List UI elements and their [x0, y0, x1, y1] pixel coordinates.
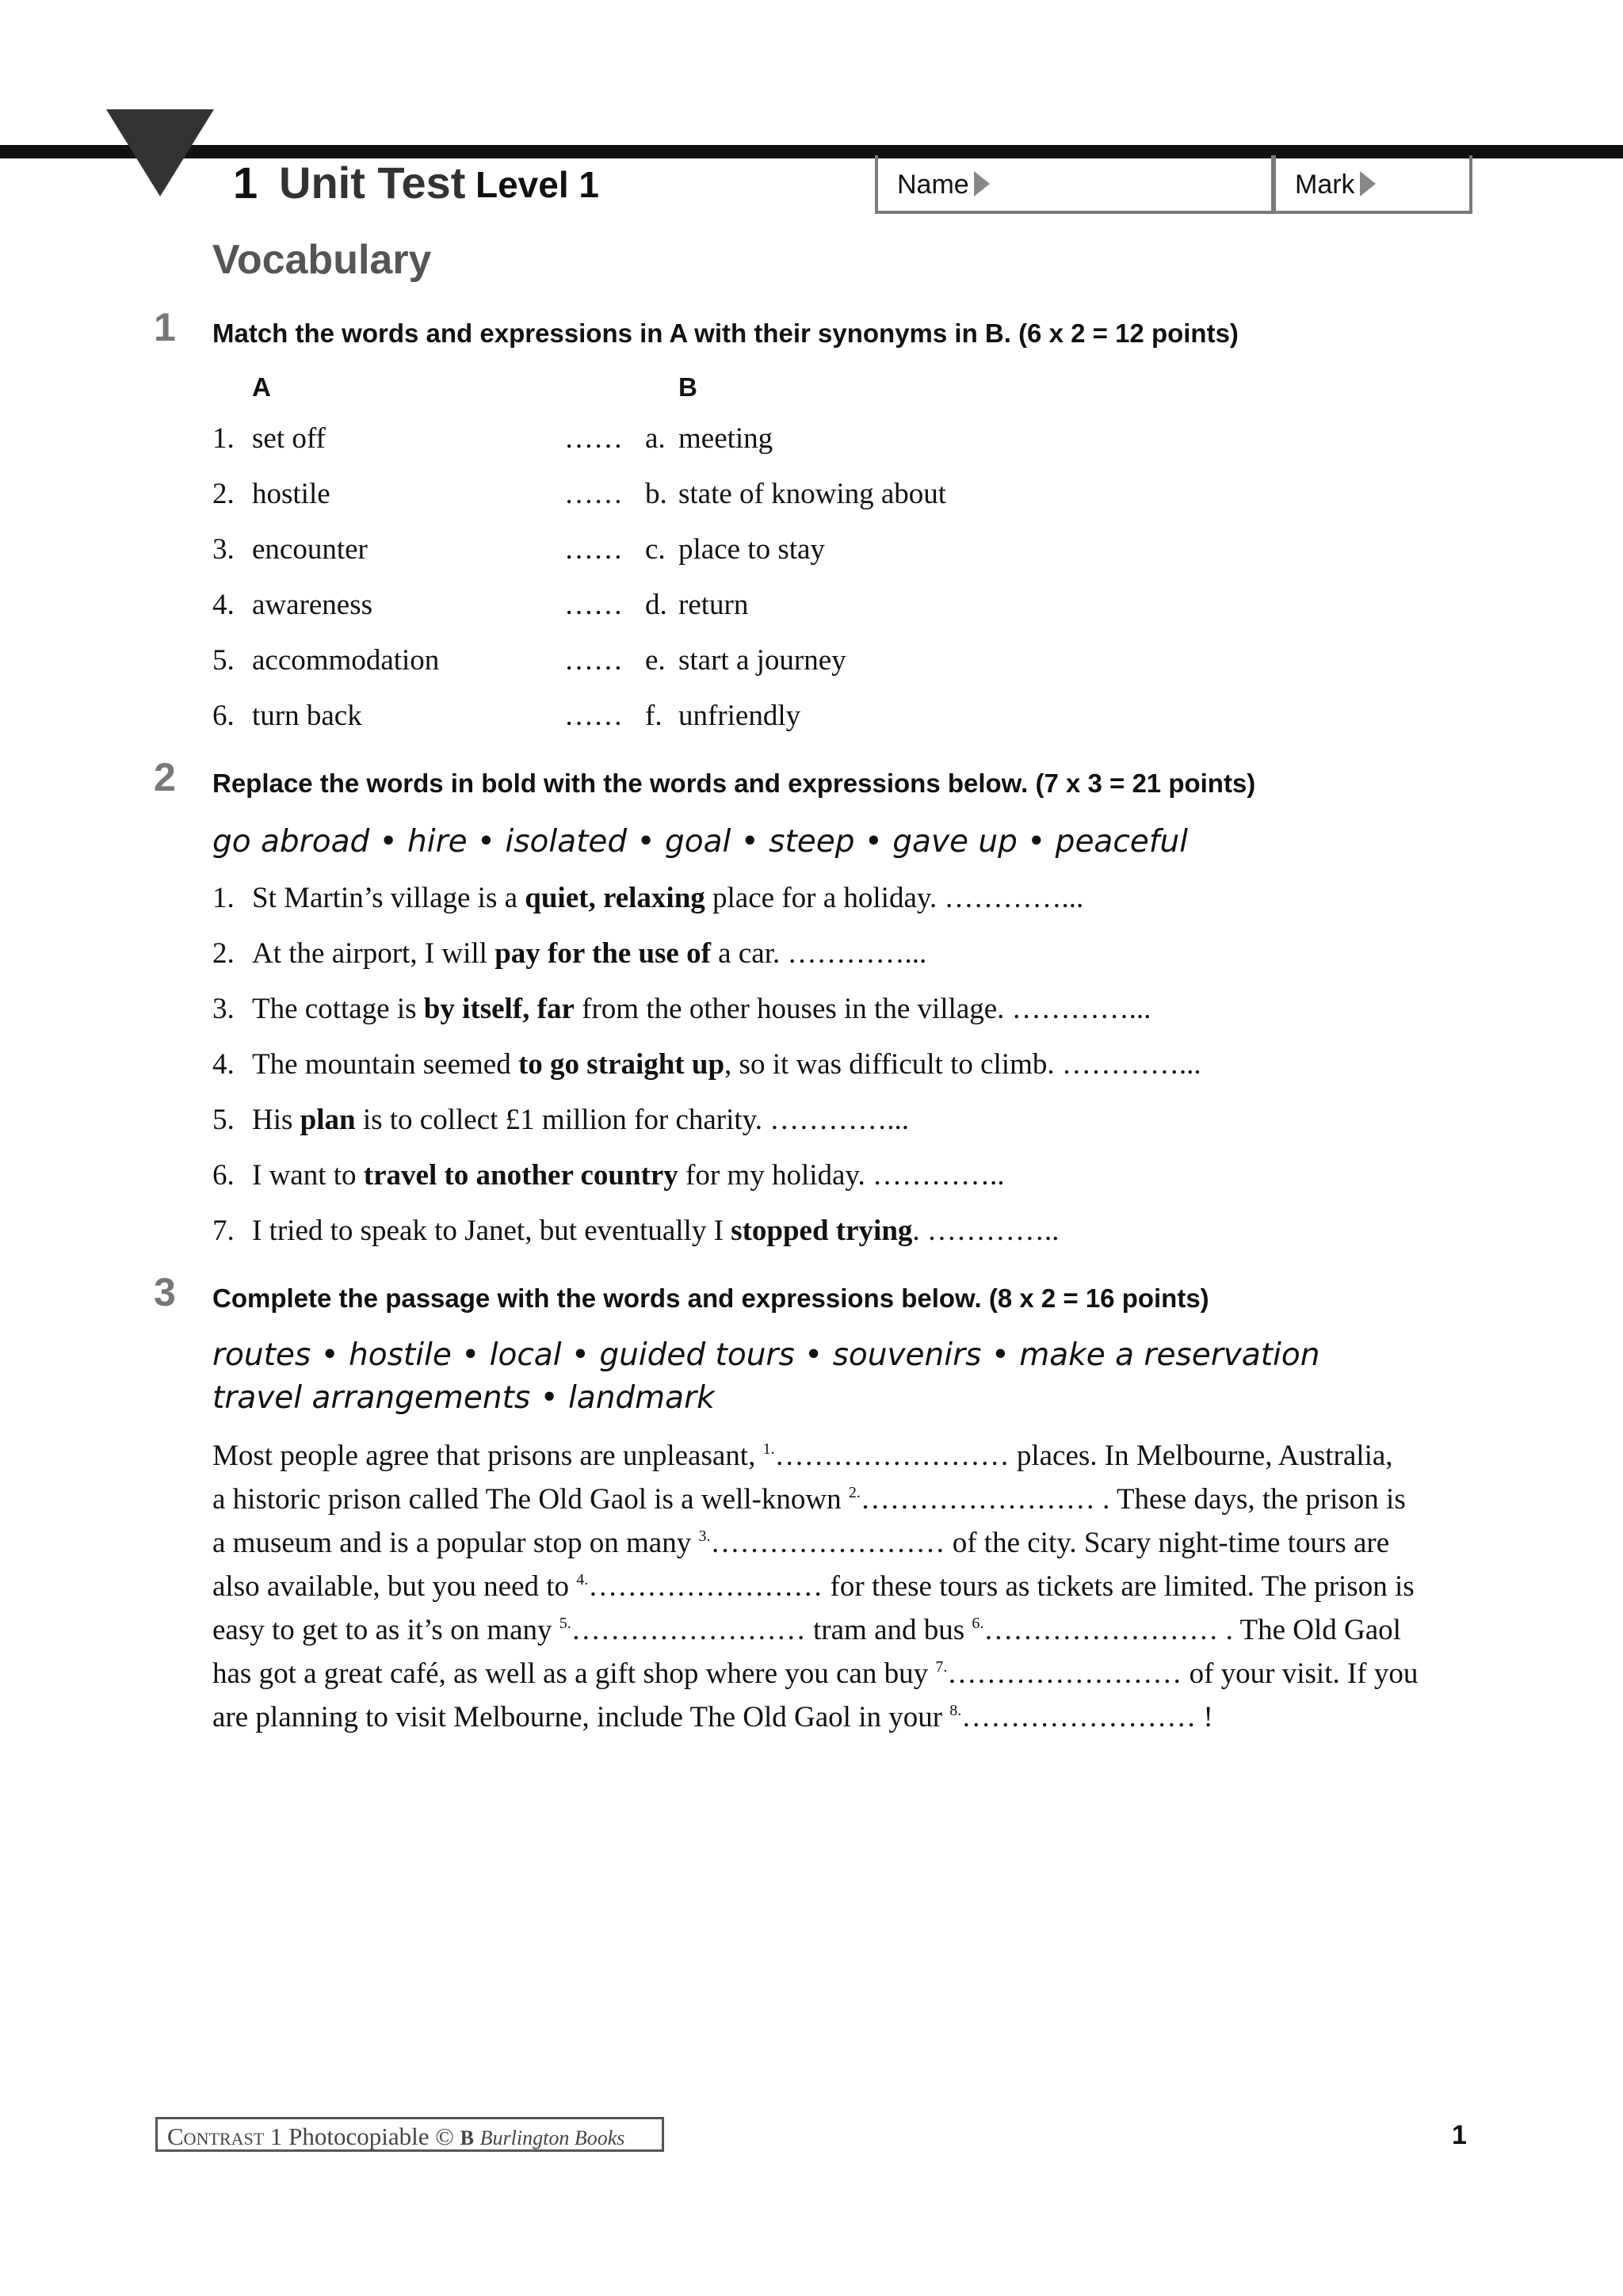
word-bank: go abroad • hire • isolated • goal • steep • gave up • peaceful	[212, 824, 1189, 860]
item-definition: state of knowing about	[678, 478, 947, 510]
item-letter: a.	[645, 422, 666, 455]
sentence-text: I want to	[252, 1159, 364, 1192]
sentence-bold: stopped trying	[731, 1215, 913, 1247]
name-label	[897, 170, 990, 200]
passage-line	[212, 1608, 1457, 1652]
sentence-bold: plan	[300, 1104, 356, 1136]
passage-line	[212, 1434, 1457, 1478]
sentence-number: 3.	[212, 993, 235, 1025]
sentence-row	[212, 881, 1083, 915]
item-number: 3.	[212, 533, 235, 566]
item-letter: c.	[645, 533, 666, 566]
series-name: Contrast 1	[167, 2122, 283, 2150]
sentence-text: I tried to speak to Janet, but eventually I	[252, 1215, 731, 1247]
item-number: 6.	[212, 700, 235, 732]
exercise-3-instruction: Complete the passage with the words and expressions below. (8 x 2 = 16 points)	[212, 1283, 1209, 1313]
item-word: awareness	[252, 589, 373, 621]
footer-credit	[155, 2117, 664, 2152]
word-bank: travel arrangements • landmark	[212, 1380, 715, 1416]
passage-line	[212, 1521, 1457, 1565]
answer-blank[interactable]: ……	[564, 478, 623, 510]
publisher-logo-icon: B	[460, 2126, 474, 2149]
gap-number: 1.	[762, 1440, 775, 1458]
sentence-text: for my holiday. …………..	[678, 1159, 1005, 1192]
gap-number: 6.	[972, 1615, 984, 1632]
name-field[interactable]	[875, 155, 1274, 214]
sentence-text: The mountain seemed	[252, 1048, 518, 1081]
sentence-bold: quiet, relaxing	[525, 882, 705, 914]
passage-text: are planning to visit Melbourne, include The Old Gaol in your	[212, 1701, 950, 1733]
item-word: set off	[252, 422, 326, 455]
sentence-number: 6.	[212, 1159, 235, 1192]
gap-number: 7.	[935, 1658, 948, 1676]
exercise-number-2: 2	[154, 755, 176, 799]
sentence-number: 4.	[212, 1048, 235, 1081]
passage-line	[212, 1478, 1457, 1521]
column-b-heading: B	[678, 372, 697, 402]
publisher-name: Burlington Books	[479, 2126, 625, 2149]
passage-line	[212, 1695, 1457, 1739]
passage-text: Most people agree that prisons are unpleasant,	[212, 1440, 763, 1472]
sentence-text: . …………..	[912, 1215, 1060, 1247]
exercise-1-instruction: Match the words and expressions in A with their synonyms in B. (6 x 2 = 12 points)	[212, 318, 1239, 348]
passage-gap[interactable]: …………………… . The Old Gaol	[983, 1614, 1401, 1646]
sentence-row	[212, 1214, 1059, 1248]
mark-field[interactable]	[1273, 155, 1472, 214]
gap-number: 4.	[576, 1571, 589, 1589]
passage-text: also available, but you need to	[212, 1570, 577, 1603]
gap-number: 8.	[949, 1702, 962, 1719]
item-number: 1.	[212, 422, 235, 455]
item-letter: e.	[645, 644, 666, 677]
item-definition: return	[678, 589, 749, 621]
name-label-text: Name	[897, 170, 969, 200]
triangle-icon	[106, 109, 214, 196]
sentence-number: 1.	[212, 882, 235, 914]
passage-line	[212, 1565, 1457, 1608]
sentence-row	[212, 1103, 909, 1137]
passage	[212, 1434, 1457, 1739]
exercise-2-instruction: Replace the words in bold with the words and expressions below. (7 x 3 = 21 points)	[212, 769, 1256, 798]
sentence-text: , so it was difficult to climb. …………...	[724, 1048, 1201, 1081]
sentence-text: The cottage is	[252, 993, 424, 1025]
item-letter: d.	[645, 589, 667, 621]
item-number: 4.	[212, 589, 235, 621]
sentence-text: from the other houses in the village. …………...	[574, 993, 1151, 1025]
mark-label-text: Mark	[1295, 170, 1355, 200]
item-word: accommodation	[252, 644, 440, 677]
answer-blank[interactable]: ……	[564, 533, 623, 566]
exercise-number-1: 1	[154, 305, 176, 349]
sentence-number: 5.	[212, 1104, 235, 1136]
sentence-bold: by itself, far	[423, 993, 575, 1025]
passage-gap[interactable]: …………………… of your visit. If you	[947, 1657, 1419, 1690]
sentence-number: 7.	[212, 1215, 235, 1247]
answer-blank[interactable]: ……	[564, 422, 623, 455]
item-definition: meeting	[678, 422, 773, 455]
passage-text: a historic prison called The Old Gaol is a well-known	[212, 1483, 849, 1516]
answer-blank[interactable]: ……	[564, 700, 623, 732]
sentence-text: At the airport, I will	[252, 937, 495, 970]
unit-number: 1	[233, 158, 258, 208]
unit-title: Unit Test	[279, 158, 466, 208]
item-letter: b.	[645, 478, 667, 510]
passage-gap[interactable]: …………………… places. In Melbourne, Australia,	[774, 1440, 1393, 1472]
item-letter: f.	[645, 700, 663, 732]
item-definition: unfriendly	[678, 700, 801, 732]
arrow-right-icon	[974, 171, 990, 196]
passage-text: easy to get to as it’s on many	[212, 1614, 559, 1646]
sentence-text: is to collect £1 million for charity. …………...	[355, 1104, 910, 1136]
passage-text: has got a great café, as well as a gift shop where you can buy	[212, 1657, 936, 1690]
item-definition: place to stay	[678, 533, 825, 566]
exercise-number-3: 3	[154, 1270, 176, 1314]
sentence-bold: to go straight up	[517, 1048, 725, 1081]
passage-line	[212, 1652, 1457, 1695]
word-bank: routes • hostile • local • guided tours • souvenirs • make a reservation	[212, 1337, 1320, 1373]
sentence-row	[212, 1158, 1005, 1192]
sentence-text: His	[252, 1104, 300, 1136]
sentence-text: place for a holiday. …………...	[705, 882, 1084, 914]
answer-blank[interactable]: ……	[564, 644, 623, 677]
sentence-number: 2.	[212, 937, 235, 970]
sentence-row	[212, 1047, 1201, 1081]
passage-gap[interactable]: …………………… for these tours as tickets are limited. The prison is	[588, 1570, 1415, 1603]
sentence-row	[212, 936, 926, 971]
item-word: turn back	[252, 700, 362, 732]
photocopiable-label: Photocopiable ©	[288, 2122, 454, 2150]
passage-gap[interactable]: …………………… . These days, the prison is	[860, 1483, 1406, 1516]
sentence-text: a car. …………...	[710, 937, 927, 970]
sentence-bold: travel to another country	[363, 1159, 678, 1192]
item-word: hostile	[252, 478, 330, 510]
passage-gap[interactable]: …………………… of the city. Scary night-time tours are	[710, 1527, 1390, 1559]
unit-level: Level 1	[475, 164, 599, 205]
page-number: 1	[1452, 2120, 1467, 2150]
item-number: 2.	[212, 478, 235, 510]
gap-number: 3.	[698, 1527, 711, 1545]
passage-gap[interactable]: …………………… !	[961, 1701, 1213, 1733]
passage-text: a museum and is a popular stop on many	[212, 1527, 699, 1559]
item-number: 5.	[212, 644, 235, 677]
mark-label	[1295, 170, 1376, 200]
footer-text	[167, 2122, 624, 2151]
arrow-right-icon	[1360, 171, 1376, 196]
answer-blank[interactable]: ……	[564, 589, 623, 621]
gap-number: 2.	[848, 1484, 861, 1501]
gap-number: 5.	[559, 1615, 571, 1632]
column-a-heading: A	[252, 372, 271, 402]
sentence-text: St Martin’s village is a	[252, 882, 525, 914]
item-word: encounter	[252, 533, 368, 566]
section-title: Vocabulary	[212, 237, 432, 283]
item-definition: start a journey	[678, 644, 846, 677]
sentence-bold: pay for the use of	[495, 937, 711, 970]
sentence-row	[212, 992, 1151, 1026]
passage-gap[interactable]: …………………… tram and bus	[571, 1614, 972, 1646]
